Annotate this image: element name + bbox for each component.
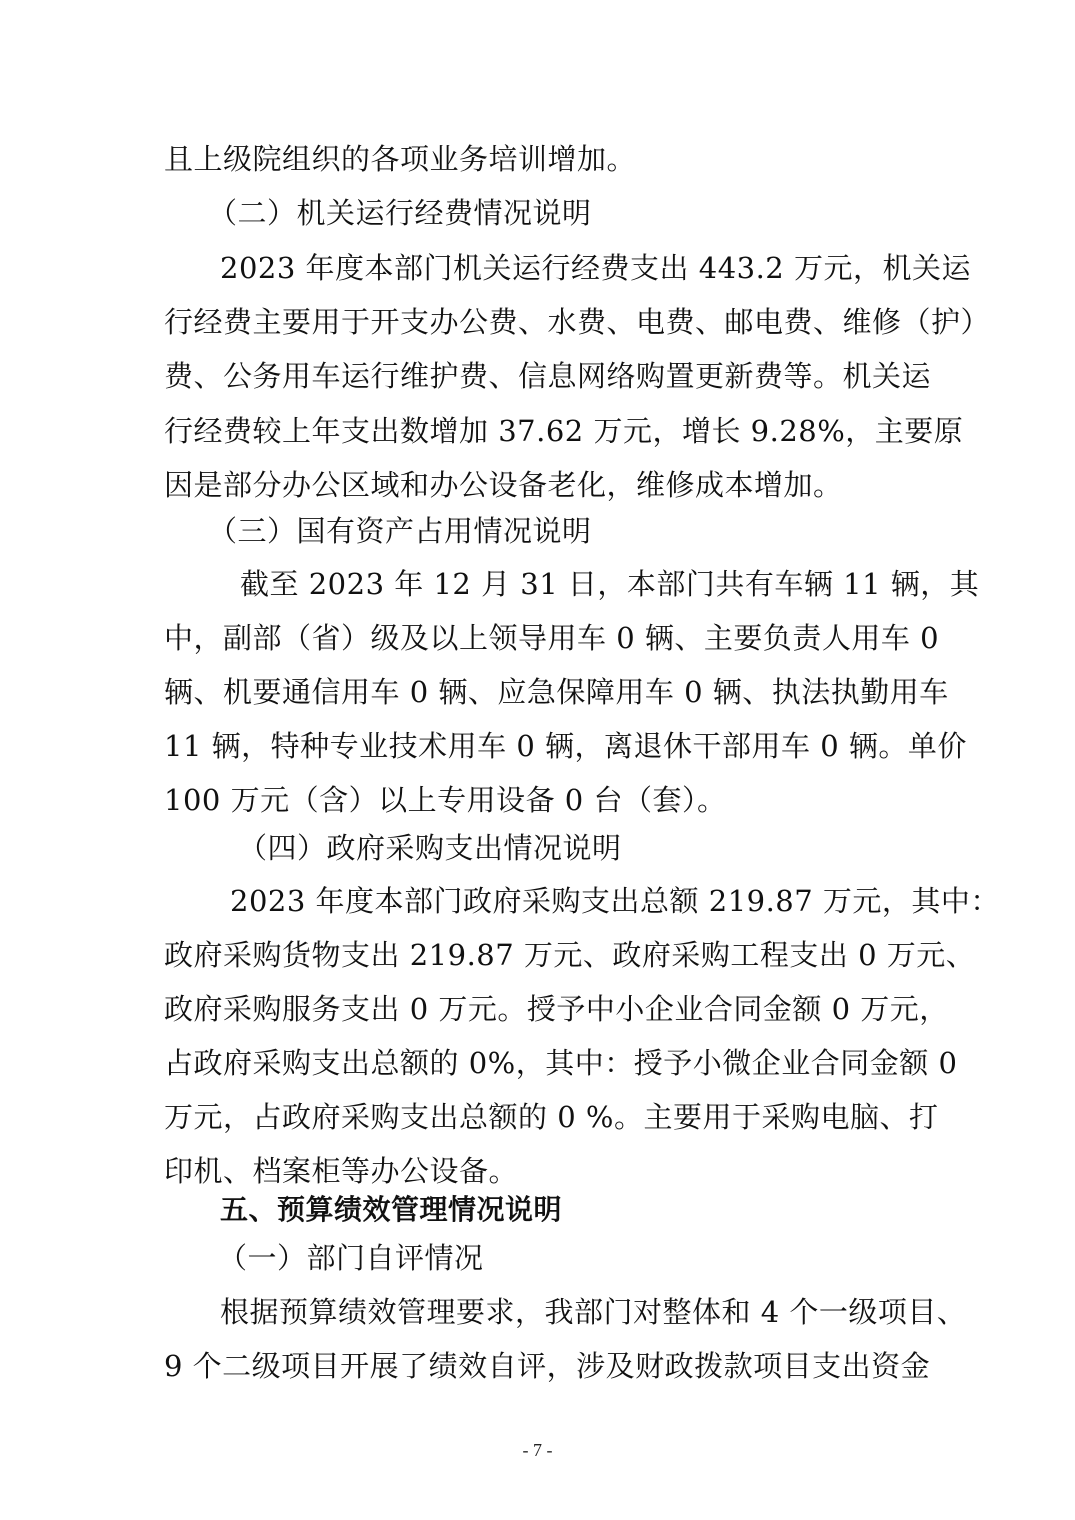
section-heading-5: 五、预算绩效管理情况说明 [220,1193,563,1226]
paragraph-line: 辆、机要通信用车 0 辆、应急保障用车 0 辆、执法执勤用车 [164,675,949,709]
paragraph-line: 万元，占政府采购支出总额的 0 %。主要用于采购电脑、打 [164,1100,939,1134]
paragraph-line: 截至 2023 年 12 月 31 日，本部门共有车辆 11 辆，其 [240,567,980,601]
paragraph-line: 行经费主要用于开支办公费、水费、电费、邮电费、维修（护） [164,305,991,339]
paragraph-line: 2023 年度本部门机关运行经费支出 443.2 万元，机关运 [220,251,971,285]
paragraph-line: 政府采购服务支出 0 万元。授予中小企业合同金额 0 万元， [164,992,949,1026]
paragraph-line: 根据预算绩效管理要求，我部门对整体和 4 个一级项目、 [220,1295,967,1329]
subsection-heading-1: （一）部门自评情况 [218,1241,484,1275]
paragraph-line: 政府采购货物支出 219.87 万元、政府采购工程支出 0 万元、 [164,938,976,972]
paragraph-line: 9 个二级项目开展了绩效自评，涉及财政拨款项目支出资金 [164,1349,931,1383]
paragraph-line: 行经费较上年支出数增加 37.62 万元，增长 9.28%，主要原 [164,414,964,448]
paragraph-line: 11 辆，特种专业技术用车 0 辆，离退休干部用车 0 辆。单价 [164,729,967,763]
paragraph-line: 因是部分办公区域和办公设备老化，维修成本增加。 [164,468,843,502]
section-heading-4: （四）政府采购支出情况说明 [238,831,622,865]
paragraph-line: 且上级院组织的各项业务培训增加。 [164,142,637,176]
paragraph-line: 占政府采购支出总额的 0%，其中：授予小微企业合同金额 0 [164,1046,958,1080]
paragraph-line: 印机、档案柜等办公设备。 [164,1154,519,1188]
paragraph-line: 中，副部（省）级及以上领导用车 0 辆、主要负责人用车 0 [164,621,940,655]
paragraph-line: 2023 年度本部门政府采购支出总额 219.87 万元，其中： [230,884,1000,918]
paragraph-line: 100 万元（含）以上专用设备 0 台（套）。 [164,783,727,817]
section-heading-2: （二）机关运行经费情况说明 [208,196,592,230]
section-heading-3: （三）国有资产占用情况说明 [208,514,592,548]
paragraph-line: 费、公务用车运行维护费、信息网络购置更新费等。机关运 [164,359,932,393]
page-number: - 7 - [522,1440,553,1460]
